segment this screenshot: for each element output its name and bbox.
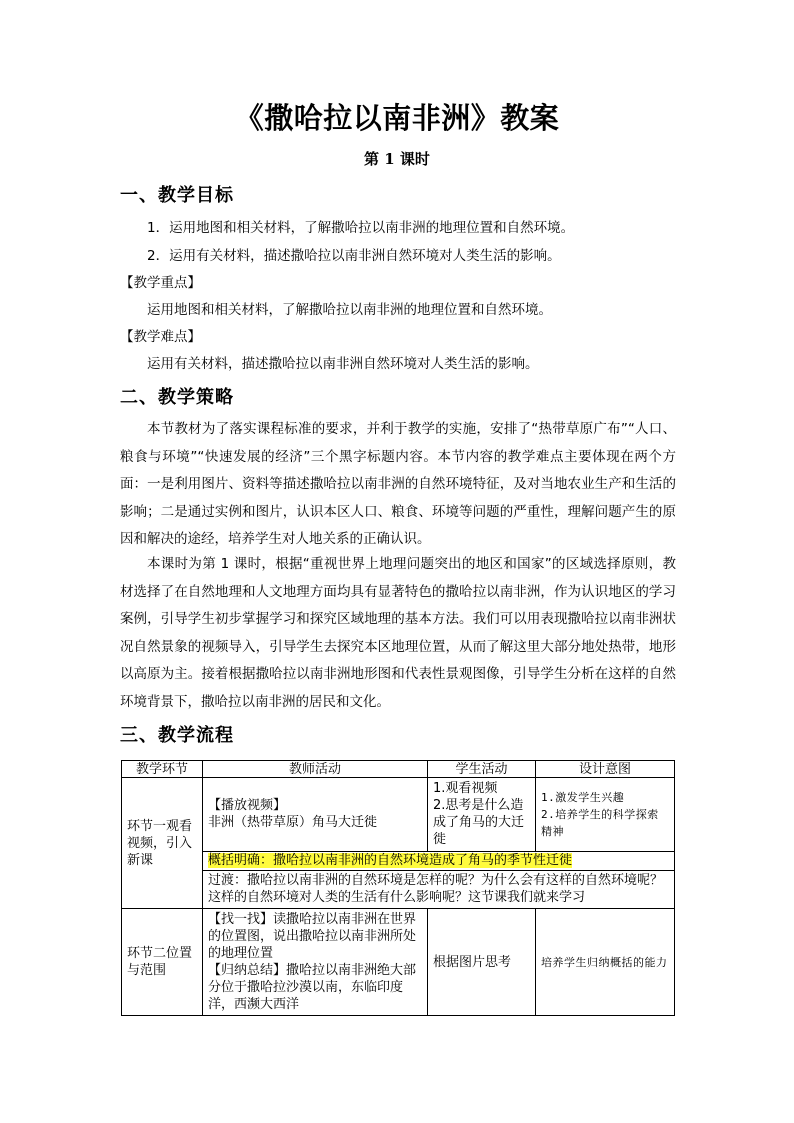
header-student: 学生活动 xyxy=(428,761,536,778)
design-intent-2: 培养学生归纳概括的能力 xyxy=(536,909,675,1016)
design-intent-1: 1.激发学生兴趣 2.培养学生的科学探索精神 xyxy=(536,778,675,852)
strategy-paragraph-2: 本课时为第 1 课时，根据“重视世界上地理问题突出的地区和国家”的区域选择原则，教材选择了在自然地理和人文地理方面均具有显著特色的撒哈拉以南非洲，作为认识地区的学习案例，引导学生初步掌握学习和探究区域地理的基本方法。我们可以用表现撒哈拉以南非洲状况自然景象的视频导入，引导学生去探究本区地理位置，从而了解这里大部分地处热带，地形以高原为主。接着根据撒哈拉以南非洲地形图和代表性景观图像，引导学生分析在这样的自然环境背景下，撒哈拉以南非洲的居民和文化。 xyxy=(120,556,676,710)
section-heading-process: 三、教学流程 xyxy=(120,725,234,746)
section-heading-strategy: 二、教学策略 xyxy=(120,387,234,408)
lesson-subtitle: 第 1 课时 xyxy=(364,150,430,168)
key-point-text: 运用地图和相关材料，了解撒哈拉以南非洲的地理位置和自然环境。 xyxy=(147,302,552,318)
table-row xyxy=(122,909,675,1016)
student-activity-1: 1.观看视频 2.思考是什么造成了角马的大迁徙 xyxy=(428,778,536,852)
strategy-paragraph-1: 本节教材为了落实课程标准的要求，并利于教学的实施，安排了“热带草原广布”“人口、粮食与环境”“快速发展的经济”三个黑字标题内容。本节内容的教学难点主要体现在两个方面：一是利用图片、资料等描述撒哈拉以南非洲的自然环境特征，及对当地农业生产和生活的影响；二是通过实例和图片，认识本区人口、粮食、环境等问题的严重性，理解问题产生的原因和解决的途经，培养学生对人地关系的正确认识。 xyxy=(120,421,676,547)
header-stage: 教学环节 xyxy=(122,761,203,778)
stage-2-cell: 环节二位置与范围 xyxy=(122,909,203,1016)
header-teacher: 教师活动 xyxy=(203,761,428,778)
teaching-process-table xyxy=(121,760,675,1016)
transition-cell: 过渡：撒哈拉以南非洲的自然环境是怎样的呢？为什么会有这样的自然环境呢？这样的自然环境对人类的生活有什么影响呢？这节课我们就来学习 xyxy=(203,870,675,908)
goal-1: 1．运用地图和相关材料，了解撒哈拉以南非洲的地理位置和自然环境。 xyxy=(147,220,575,236)
difficult-point-label: 【教学难点】 xyxy=(120,329,201,345)
table-row xyxy=(122,851,675,870)
summary-cell xyxy=(203,851,675,870)
table-header-row xyxy=(122,761,675,778)
student-activity-2: 根据图片思考 xyxy=(428,909,536,1016)
header-intent: 设计意图 xyxy=(536,761,675,778)
teacher-activity-2: 【找一找】读撒哈拉以南非洲在世界的位置图，说出撒哈拉以南非洲所处的地理位置 【归纳总结】撒哈拉以南非洲绝大部分位于撒哈拉沙漠以南，东临印度洋，西濒大西洋 xyxy=(203,909,428,1016)
summary-highlight: 概括明确：撒哈拉以南非洲的自然环境造成了角马的季节性迁徙 xyxy=(208,853,573,869)
goal-2: 2．运用有关材料，描述撒哈拉以南非洲自然环境对人类生活的影响。 xyxy=(147,248,561,264)
document-title: 《撒哈拉以南非洲》教案 xyxy=(234,101,560,135)
teacher-activity-1-label: 【播放视频】 xyxy=(208,798,287,814)
section-heading-goals: 一、教学目标 xyxy=(120,185,234,206)
table-row xyxy=(122,870,675,908)
teacher-activity-1-text: 非洲（热带草原）角马大迁徙 xyxy=(208,815,378,831)
teacher-activity-1 xyxy=(203,778,428,852)
difficult-point-text: 运用有关材料，描述撒哈拉以南非洲自然环境对人类生活的影响。 xyxy=(147,356,539,372)
table-row xyxy=(122,778,675,852)
key-point-label: 【教学重点】 xyxy=(120,275,201,291)
stage-1-cell: 环节一观看视频，引入新课 xyxy=(122,778,203,909)
